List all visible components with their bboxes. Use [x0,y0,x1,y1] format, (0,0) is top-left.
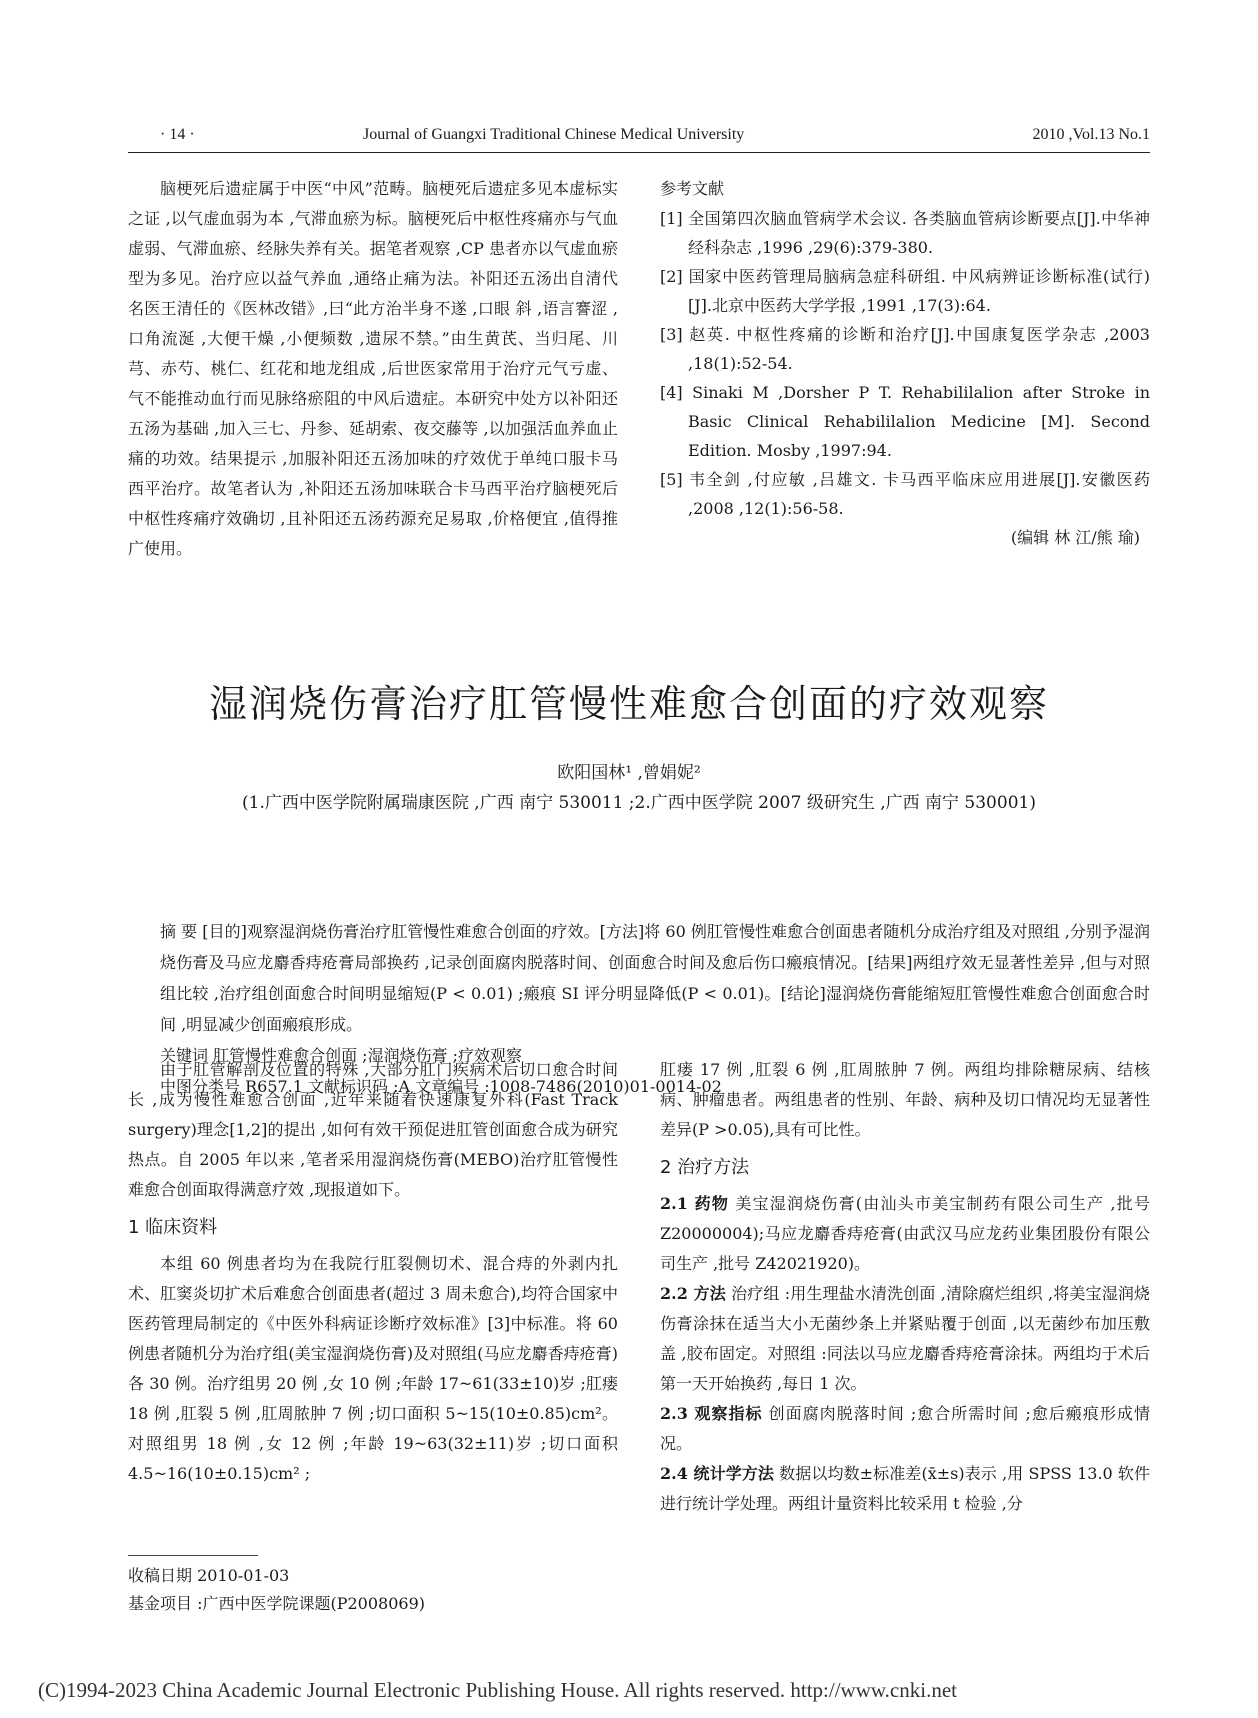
reference-item: [3] 赵英. 中枢性疼痛的诊断和治疗[J].中国康复医学杂志 ,2003 ,18(1):52-54. [660,325,1150,373]
article-right-column [660,1055,1150,1519]
journal-name: Journal of Guangxi Traditional Chinese Medical University [363,126,745,143]
subsection-heading: 2.2 方法 [660,1284,726,1303]
classification-line: 中图分类号 R657.1 文献标识码 :A 文章编号 :1008-7486(2010)01-0014-02 [160,1077,722,1096]
subsection-text: 数据以均数±标准差(x̄±s)表示 ,用 SPSS 13.0 软件进行统计学处理。两组计量资料比较采用 t 检验 ,分 [660,1464,1150,1513]
section-heading: 2 治疗方法 [660,1157,750,1178]
section-heading: 1 临床资料 [128,1217,218,1238]
running-header [128,126,1150,152]
keywords: 关键词 肛管慢性难愈合创面 ;湿润烧伤膏 ;疗效观察 [160,1046,523,1065]
article-affiliation: (1.广西中医学院附属瑞康医院 ,广西 南宁 530011 ;2.广西中医学院 2007 级研究生 ,广西 南宁 530001) [242,793,1036,813]
prev-article-left-column [128,174,618,564]
article-authors: 欧阳国林¹ ,曾娟妮² [557,763,701,783]
editor-note: (编辑 林 江/熊 瑜) [1010,528,1140,547]
footnote [128,1562,425,1618]
page-number: · 14 · [160,126,195,143]
references-column [660,174,1150,553]
reference-item: [4] Sinaki M ,Dorsher P T. Rehabililalion after Stroke in Basic Clinical Rehabililalion Medicine [M]. Second Edition. Mosby ,1997:94. [660,383,1150,460]
header-rule [128,152,1150,153]
subsection-text: 美宝湿润烧伤膏(由汕头市美宝制药有限公司生产 ,批号 Z20000004);马应龙麝香痔疮膏(由武汉马应龙药业集团股份有限公司生产 ,批号 Z42021920)。 [660,1194,1150,1273]
references-title: 参考文献 [660,179,725,198]
subsection-text: 治疗组 :用生理盐水清洗创面 ,清除腐烂组织 ,将美宝湿润烧伤膏涂抹在适当大小无菌纱条上并紧贴覆于创面 ,以无菌纱布加压敷盖 ,胶布固定。对照组 :同法以马应龙麝香痔疮膏涂抹。两组均于术后第一天开始换药 ,每日 1 次。 [660,1284,1150,1393]
reference-item: [2] 国家中医药管理局脑病急症科研组. 中风病辨证诊断标准(试行)[J].北京中医药大学学报 ,1991 ,17(3):64. [660,267,1150,315]
continued-paragraph: 肛瘘 17 例 ,肛裂 6 例 ,肛周脓肿 7 例。两组均排除糖尿病、结核病、肿瘤患者。两组患者的性别、年龄、病种及切口情况均无显著性差异(P >0.05),具有可比性。 [660,1060,1150,1139]
copyright-line: (C)1994-2023 China Academic Journal Electronic Publishing House. All rights reserved. http://www.cnki.net [38,1678,957,1702]
subsection-heading: 2.4 统计学方法 [660,1464,774,1483]
section1-paragraph: 本组 60 例患者均为在我院行肛裂侧切术、混合痔的外剥内扎术、肛窦炎切扩术后难愈合创面患者(超过 3 周未愈合),均符合国家中医药管理局制定的《中医外科病证诊断疗效标准》[3]中标准。将 60 例患者随机分为治疗组(美宝湿润烧伤膏)及对照组(马应龙麝香痔疮膏)各 30 例。治疗组男 20 例 ,女 10 例 ;年龄 17~61(33±10)岁 ;肛瘘 18 例 ,肛裂 5 例 ,肛周脓肿 7 例 ;切口面积 5~15(10±0.85)cm²。对照组男 18 例 ,女 12 例 ;年龄 19~63(32±11)岁 ;切口面积 4.5~16(10±0.15)cm² ; [128,1254,618,1483]
subsection-heading: 2.1 药物 [660,1194,730,1213]
article-left-column [128,1055,618,1489]
received-date: 收稿日期 2010-01-03 [128,1566,290,1585]
issue-info: 2010 ,Vol.13 No.1 [1032,126,1150,143]
reference-item: [5] 韦全剑 ,付应敏 ,吕雄文. 卡马西平临床应用进展[J].安徽医药 ,2008 ,12(1):56-58. [660,470,1150,518]
reference-item: [1] 全国第四次脑血管病学术会议. 各类脑血管病诊断要点[J].中华神经科杂志 ,1996 ,29(6):379-380. [660,209,1150,257]
intro-paragraph: 由于肛管解剖及位置的特殊 ,大部分肛门疾病术后切口愈合时间长 ,成为慢性难愈合创面 ,近年来随着快速康复外科(Fast Track surgery)理念[1,2]的提出 ,如何有效干预促进肛管创面愈合成为研究热点。自 2005 年以来 ,笔者采用湿润烧伤膏(MEBO)治疗肛管慢性难愈合创面取得满意疗效 ,现报道如下。 [128,1060,618,1199]
fund-info: 基金项目 :广西中医学院课题(P2008069) [128,1594,425,1613]
subsection-text: 创面腐肉脱落时间 ;愈合所需时间 ;愈后瘢痕形成情况。 [660,1404,1150,1453]
footnote-rule [128,1555,258,1556]
abstract-text: 摘 要 [目的]观察湿润烧伤膏治疗肛管慢性难愈合创面的疗效。[方法]将 60 例肛管慢性难愈合创面患者随机分成治疗组及对照组 ,分别予湿润烧伤膏及马应龙麝香痔疮膏局部换药 ,记录创面腐肉脱落时间、创面愈合时间及愈后伤口瘢痕情况。[结果]两组疗效无显著性差异 ,但与对照组比较 ,治疗组创面愈合时间明显缩短(P < 0.01) ;瘢痕 SI 评分明显降低(P < 0.01)。[结论]湿润烧伤膏能缩短肛管慢性难愈合创面愈合时间 ,明显减少创面瘢痕形成。 [160,922,1150,1034]
article-title: 湿润烧伤膏治疗肛管慢性难愈合创面的疗效观察 [208,682,1049,726]
prev-article-paragraph: 脑梗死后遗症属于中医“中风”范畴。脑梗死后遗症多见本虚标实之证 ,以气虚血弱为本 ,气滞血瘀为标。脑梗死后中枢性疼痛亦与气血虚弱、气滞血瘀、经脉失养有关。据笔者观察 ,CP 患者亦以气虚血瘀型为多见。治疗应以益气养血 ,通络止痛为法。补阳还五汤出自清代名医王清任的《医林改错》,曰“此方治半身不遂 ,口眼 斜 ,语言謇涩 ,口角流涎 ,大便干燥 ,小便频数 ,遗尿不禁。”由生黄芪、当归尾、川芎、赤芍、桃仁、红花和地龙组成 ,后世医家常用于治疗元气亏虚、气不能推动血行而见脉络瘀阻的中风后遗症。本研究中处方以补阳还五汤为基础 ,加入三七、丹参、延胡索、夜交藤等 ,以加强活血养血止痛的功效。结果提示 ,加服补阳还五汤加味的疗效优于单纯口服卡马西平治疗。故笔者认为 ,补阳还五汤加味联合卡马西平治疗脑梗死后中枢性疼痛疗效确切 ,且补阳还五汤药源充足易取 ,价格便宜 ,值得推广使用。 [128,179,618,558]
subsection-heading: 2.3 观察指标 [660,1404,763,1423]
